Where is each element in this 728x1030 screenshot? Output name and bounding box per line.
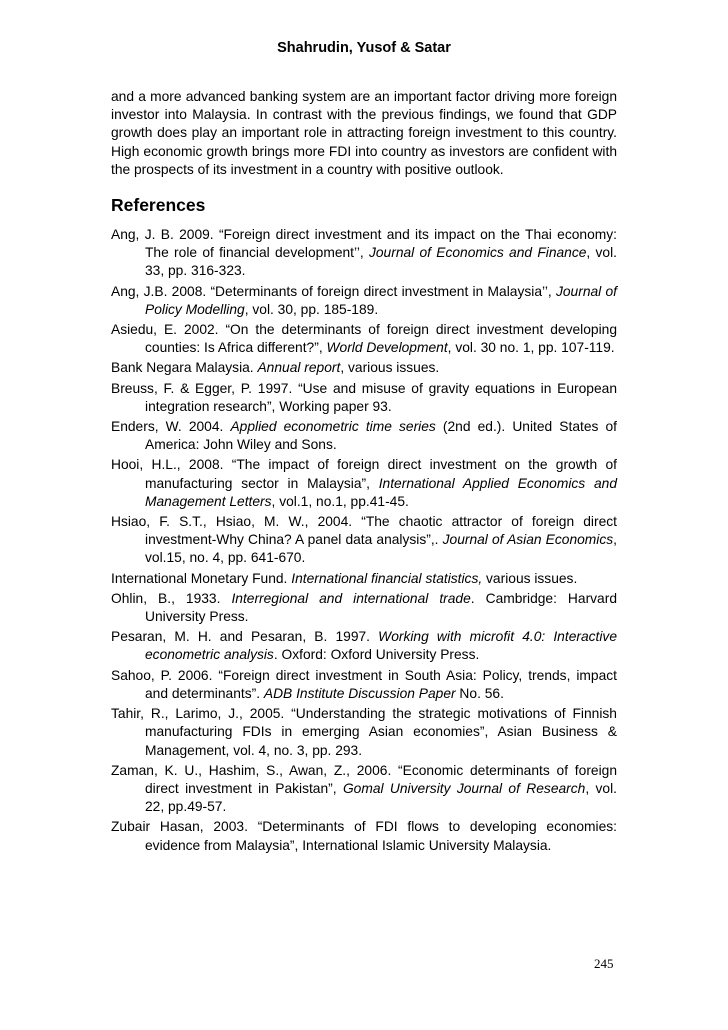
reference-details: , various issues. xyxy=(340,360,440,376)
reference-entry xyxy=(111,226,617,281)
reference-details: various issues. xyxy=(482,570,578,586)
intro-paragraph: and a more advanced banking system are an important factor driving more foreign investor into Malaysia. In contrast with the previous findings, we found that GDP growth does play an important role in attracting foreign investment to this country. High economic growth brings more FDI into country as investors are confident with the prospects of its investment in a country with positive outlook. xyxy=(111,89,617,177)
reference-entry xyxy=(111,628,617,664)
reference-entry xyxy=(111,818,617,854)
reference-italic-title: Working with microfit 4.0: Interactive econometric analysis xyxy=(145,629,618,663)
reference-text: Enders, W. 2004. xyxy=(111,419,231,435)
reference-entry xyxy=(111,762,617,817)
running-header: Shahrudin, Yusof & Satar xyxy=(277,40,451,56)
reference-italic-title: Gomal University Journal of Research xyxy=(342,780,586,796)
reference-text: Breuss, F. & Egger, P. 1997. “Use and misuse of gravity equations in European integration research”, Working paper 93. xyxy=(111,380,617,414)
reference-details: , vol.15, no. 4, pp. 641-670. xyxy=(145,532,617,566)
reference-text: Sahoo, P. 2006. “Foreign direct investment in South Asia: Policy, trends, impact and determinants”. xyxy=(111,667,617,701)
reference-italic-title: Applied econometric time series xyxy=(230,419,436,435)
reference-details: . Cambridge: Harvard University Press. xyxy=(145,590,617,625)
reference-italic-title: Interregional and international trade xyxy=(231,590,471,606)
reference-text: Bank Negara Malaysia. xyxy=(111,360,258,376)
reference-text: Zubair Hasan, 2003. “Determinants of FDI flows to developing economies: evidence from Malaysia”, International Islamic University Malaysia. xyxy=(111,819,617,853)
reference-entry xyxy=(111,513,617,568)
reference-text: Ohlin, B., 1933. xyxy=(111,590,232,606)
reference-details: (2nd ed.). United States of America: John Wiley and Sons. xyxy=(145,419,618,453)
reference-entry xyxy=(111,380,617,416)
reference-italic-title: International financial statistics, xyxy=(291,570,483,586)
reference-entry xyxy=(111,418,617,454)
reference-details: , vol. 22, pp.49-57. xyxy=(145,780,617,815)
reference-italic-title: ADB Institute Discussion Paper xyxy=(263,685,456,701)
reference-italic-title: Journal of Policy Modelling xyxy=(145,283,618,317)
reference-italic-title: Journal of Economics and Finance xyxy=(368,245,587,261)
reference-text: International Monetary Fund. xyxy=(111,570,292,586)
reference-entry xyxy=(111,667,617,703)
reference-details: , vol. 30 no. 1, pp. 107-119. xyxy=(447,340,615,356)
reference-text: Hooi, H.L., 2008. “The impact of foreign direct investment on the growth of manufacturing sector in Malaysia”, xyxy=(111,457,617,491)
reference-text: Zaman, K. U., Hashim, S., Awan, Z., 2006. “Economic determinants of foreign direct investment in Pakistan”, xyxy=(111,762,617,796)
reference-entry xyxy=(111,590,617,626)
reference-italic-title: International Applied Economics and Management Letters xyxy=(145,475,617,509)
reference-italic-title: Annual report xyxy=(257,360,341,376)
reference-entry xyxy=(111,705,617,760)
page-content xyxy=(111,88,617,857)
reference-italic-title: Journal of Asian Economics xyxy=(442,532,614,548)
reference-text: Ang, J. B. 2009. “Foreign direct investment and its impact on the Thai economy: The role of financial development’’, xyxy=(111,227,617,261)
reference-text: Ang, J.B. 2008. “Determinants of foreign direct investment in Malaysia’’, xyxy=(111,283,556,299)
reference-entry xyxy=(111,321,617,357)
reference-details: , vol.1, no.1, pp.41-45. xyxy=(271,493,409,509)
reference-list xyxy=(111,226,617,855)
reference-entry xyxy=(111,456,617,511)
reference-details: . Oxford: Oxford University Press. xyxy=(273,647,480,663)
page-number: 245 xyxy=(594,956,614,971)
reference-text: Hsiao, F. S.T., Hsiao, M. W., 2004. “The chaotic attractor of foreign direct investment-Why China? A panel data analysis”,. xyxy=(111,514,617,548)
reference-italic-title: World Development xyxy=(326,340,448,356)
reference-entry xyxy=(111,359,617,377)
reference-text: Pesaran, M. H. and Pesaran, B. 1997. xyxy=(111,629,379,645)
reference-text: Asiedu, E. 2002. “On the determinants of foreign direct investment developing counties: Is Africa different?”, xyxy=(111,322,617,356)
reference-details: , vol. 33, pp. 316-323. xyxy=(145,245,617,279)
reference-details: , vol. 30, pp. 185-189. xyxy=(244,301,379,317)
reference-entry xyxy=(111,283,617,319)
reference-text: Tahir, R., Larimo, J., 2005. “Understanding the strategic motivations of Finnish manufacturing FDIs in emerging Asian economies”, Asian Business & Management, vol. 4, no. 3, pp. 293. xyxy=(111,706,617,758)
reference-details: No. 56. xyxy=(455,685,504,701)
references-heading: References xyxy=(111,195,206,216)
reference-entry xyxy=(111,570,617,588)
